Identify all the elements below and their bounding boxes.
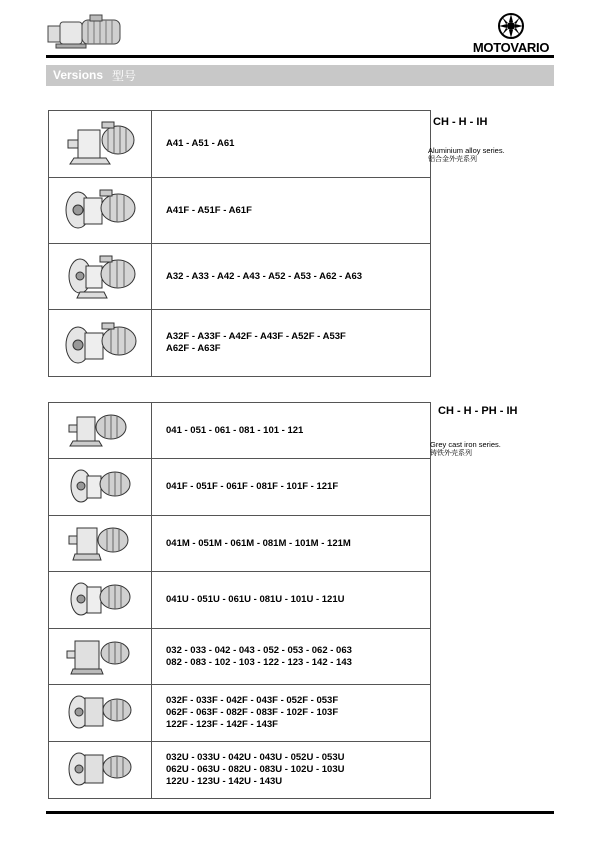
cast-iron-versions-table [48,402,431,799]
top-divider [46,55,554,58]
version-codes [152,111,431,178]
version-codes [152,572,431,629]
foot-mounted-gearmotor-image [65,405,135,451]
product-image-cell [49,629,152,685]
product-image-cell [49,310,152,377]
description-zh: 铸铁外壳系列 [430,449,472,457]
series-description-cast-iron [430,440,501,458]
motovario-emblem-icon [496,12,526,40]
version-codes [152,742,431,799]
motovario-logo [466,12,556,56]
code-line: 032F - 033F - 042F - 043F - 052F - 053F [166,695,339,706]
code-line: A62F - A63F [166,343,221,354]
product-image-cell [49,244,152,310]
code-line: 122U - 123U - 142U - 143U [166,776,283,787]
coaxial-gearmotor-image [60,246,140,302]
code-line: 041 - 051 - 061 - 081 - 101 - 121 [166,424,304,436]
description-en: Aluminium alloy series. [428,146,505,155]
two-stage-u-gearmotor-image [65,745,135,791]
code-line: A32 - A33 - A42 - A43 - A52 - A53 - A62 - A63 [166,270,363,282]
aluminium-versions-table [48,110,431,377]
table-row [49,516,431,572]
code-line: 041M - 051M - 061M - 081M - 101M - 121M [166,537,351,549]
code-line: A32F - A33F - A42F - A43F - A52F - A53F [166,331,346,342]
bottom-divider [46,811,554,814]
table-row [49,111,431,178]
product-image-cell [49,403,152,459]
code-line: 032 - 033 - 042 - 043 - 052 - 053 - 062 - 063 [166,644,352,656]
foot-mounted-gearmotor-image [60,114,140,170]
table-row [49,310,431,377]
header-gearmotor-image [46,12,126,50]
u-version-gearmotor-image [65,575,135,621]
code-line: 062U - 063U - 082U - 083U - 102U - 103U [166,764,345,775]
table-row [49,178,431,244]
table-row [49,403,431,459]
section-header [46,65,554,86]
brand-name: MOTOVARIO [472,40,550,55]
table-row [49,685,431,742]
code-line: 082 - 083 - 102 - 103 - 122 - 123 - 142 - 143 [166,656,352,668]
code-line: 041F - 051F - 061F - 081F - 101F - 121F [166,481,339,492]
flange-gearmotor-image [65,462,135,508]
table-row [49,742,431,799]
code-line: A41 - A51 - A61 [166,138,235,149]
product-image-cell [49,516,152,572]
table-row [49,244,431,310]
version-codes [152,629,431,685]
code-line: 041U - 051U - 061U - 081U - 101U - 121U [166,594,345,605]
m-version-gearmotor-image [65,518,135,564]
code-line: 122F - 123F - 142F - 143F [166,719,278,730]
code-line: 032U - 033U - 042U - 043U - 052U - 053U [166,752,345,763]
two-stage-gearmotor-image [65,631,135,677]
table-row [49,459,431,516]
product-image-cell [49,685,152,742]
series-title-cast-iron: CH - H - PH - IH [438,405,518,417]
product-image-cell [49,111,152,178]
version-codes [152,685,431,742]
product-image-cell [49,572,152,629]
product-image-cell [49,742,152,799]
product-image-cell [49,178,152,244]
code-line: 062F - 063F - 082F - 083F - 102F - 103F [166,707,339,718]
version-codes [152,244,431,310]
table-row [49,629,431,685]
section-title-zh: 型号 [112,69,137,83]
version-codes [152,516,431,572]
two-stage-flange-gearmotor-image [65,688,135,734]
coaxial-flange-gearmotor-image [60,313,140,369]
series-description-aluminium [428,146,505,164]
section-title-en: Versions [53,68,104,82]
version-codes [152,310,431,377]
flange-gearmotor-image [60,180,140,236]
table-row [49,572,431,629]
description-en: Grey cast iron series. [430,440,501,449]
code-line: A41F - A51F - A61F [166,204,252,216]
version-codes [152,403,431,459]
series-title-aluminium: CH - H - IH [433,116,488,128]
product-image-cell [49,459,152,516]
version-codes [152,178,431,244]
description-zh: 铝合金外壳系列 [428,155,477,163]
version-codes [152,459,431,516]
